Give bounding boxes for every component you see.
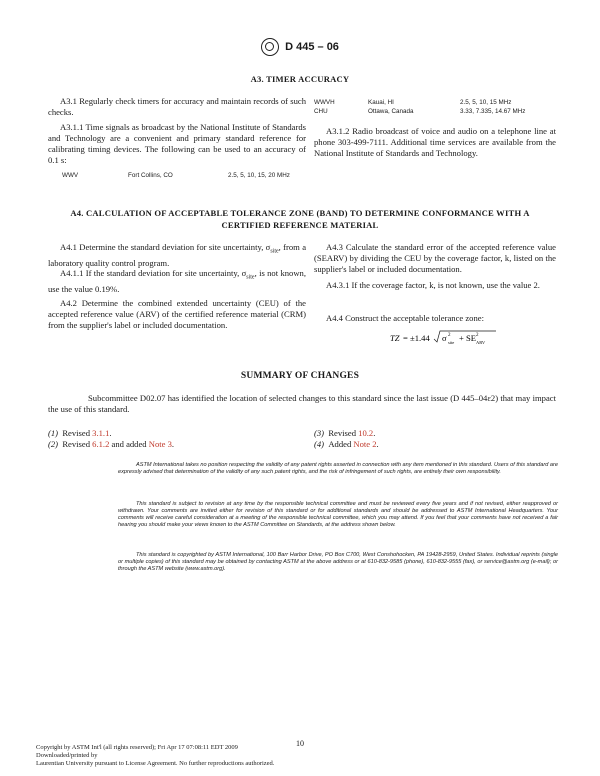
a4-2: A4.2 Determine the combined extended uncertainty (CEU) of the accepted reference value (ARV) of the certified reference material (CRM) from the supplier's label or included documentation. [48, 298, 306, 330]
change-item-4: (4) Added Note 2. [314, 439, 379, 449]
link-6-1-2[interactable]: 6.1.2 [92, 439, 110, 449]
station-freq: 2.5, 5, 10, 15 MHz [460, 99, 512, 106]
svg-text:2: 2 [448, 333, 451, 338]
station-call: CHU [314, 108, 328, 115]
a4-3: A4.3 Calculate the standard error of the accepted reference value (SEARV) by dividing the CEU by the coverage factor, k, listed on the supplier's label or included documentation. [314, 242, 556, 274]
svg-text:= ±1.44: = ±1.44 [403, 333, 430, 343]
change-item-1: (1) Revised 3.1.1. [48, 428, 112, 438]
station-loc: Kauai, HI [368, 99, 394, 106]
a3-1-2: A3.1.2 Radio broadcast of voice and audio on a telephone line at phone 303-499-7111. Additional time services are available from the National Institute of Standards and Technology. [314, 126, 556, 158]
summary-intro: Subcommittee D02.07 has identified the location of selected changes to this standard since the last issue (D 445–04ε2) that may impact the use of this standard. [48, 393, 556, 414]
svg-text:+ SE: + SE [459, 333, 477, 343]
legal-revision: This standard is subject to revision at any time by the responsible technical committee and must be reviewed every five years and if not revised, either reapproved or withdrawn. Your comments are invited either for revision of this standard or for additional standards and should be addressed to ASTM International Headquarters. Your comments will receive careful consideration at a meeting of the responsible technical committee, which you may attend. If you feel that your comments have not received a fair hearing you should make your views known to the ASTM Committee on Standards, at the address shown below. [118, 501, 558, 528]
a4-3-1: A4.3.1 If the coverage factor, k, is not known, use the value 2. [326, 280, 540, 290]
station-table-left [0, 172, 600, 182]
footer-copyright: Copyright by ASTM Int'l (all rights reserved); Fri Apr 17 07:08:11 EDT 2009 [36, 744, 238, 751]
link-10-2[interactable]: 10.2 [358, 428, 374, 438]
astm-logo-icon [261, 38, 279, 56]
svg-text:σ: σ [442, 333, 447, 343]
station-call: WWV [62, 172, 79, 179]
legal-copyright: This standard is copyrighted by ASTM International, 100 Barr Harbor Drive, PO Box C700, West Conshohocken, PA 19428-2959, United States. Individual reprints (single or multiple copies) of this standard may be obtained by contacting ASTM at the above address or at 610-832-9585 (phone), 610-832-9555 (fax), or service@astm.org (e-mail); or through the ASTM website (www.astm.org). [118, 552, 558, 572]
link-3-1-1[interactable]: 3.1.1 [92, 428, 110, 438]
a4-4: A4.4 Construct the acceptable tolerance zone: [326, 313, 484, 323]
a4-title-line2: CERTIFIED REFERENCE MATERIAL [221, 220, 379, 230]
a3-1: A3.1 Regularly check timers for accuracy and maintain records of such checks. [48, 96, 306, 117]
station-loc: Ottawa, Canada [368, 108, 414, 115]
legal-patent: ASTM International takes no position respecting the validity of any patent rights asserted in connection with any item mentioned in this standard. Users of this standard are expressly advised that determination of the validity of any such patent rights, and the risk of infringement of such rights, are entirely their own responsibility. [118, 462, 558, 475]
page-number: 10 [296, 739, 304, 748]
a4-1: A4.1 Determine the standard deviation for site uncertainty, $\sigma_{site}$, from a laboratory quality control program. [48, 242, 307, 268]
station-loc: Fort Collins, CO [128, 172, 173, 179]
footer-license: Laurentian University pursuant to License Agreement. No further reproductions authorized. [36, 760, 275, 767]
station-freq: 2.5, 5, 10, 15, 20 MHz [228, 172, 290, 179]
summary-title: SUMMARY OF CHANGES [240, 371, 360, 381]
a4-title-line1: A4. CALCULATION OF ACCEPTABLE TOLERANCE ZONE (BAND) TO DETERMINE CONFORMANCE WITH A [70, 208, 530, 218]
change-item-3: (3) Revised 10.2. [314, 428, 376, 438]
svg-text:ARV: ARV [476, 340, 486, 345]
station-call: WWVH [314, 99, 335, 106]
a3-1-1: A3.1.1 Time signals as broadcast by the National Institute of Standards and Technology are a convenient and primary standard reference for calibrating timing devices. The following can be used to an accuracy of 0.1 s: [48, 122, 306, 165]
designation: D 445 – 06 [285, 40, 339, 53]
link-note-3[interactable]: Note 3 [148, 439, 172, 449]
svg-text:site: site [448, 340, 455, 345]
a4-1-1: A4.1.1 If the standard deviation for site uncertainty, $\sigma_{site}$, is not known, use the value 0.19%. [48, 268, 306, 294]
a3-title: A3. TIMER ACCURACY [250, 74, 350, 84]
link-note-2[interactable]: Note 2 [353, 439, 377, 449]
station-freq: 3.33, 7.335, 14.67 MHz [460, 108, 526, 115]
change-item-2: (2) Revised 6.1.2 and added Note 3. [48, 439, 175, 449]
footer-downloaded: Downloaded/printed by [36, 752, 98, 759]
tolerance-formula [390, 327, 500, 349]
document-header [0, 38, 600, 56]
svg-text:2: 2 [476, 333, 479, 338]
station-table-right [0, 99, 600, 119]
svg-text:TZ: TZ [390, 333, 400, 343]
